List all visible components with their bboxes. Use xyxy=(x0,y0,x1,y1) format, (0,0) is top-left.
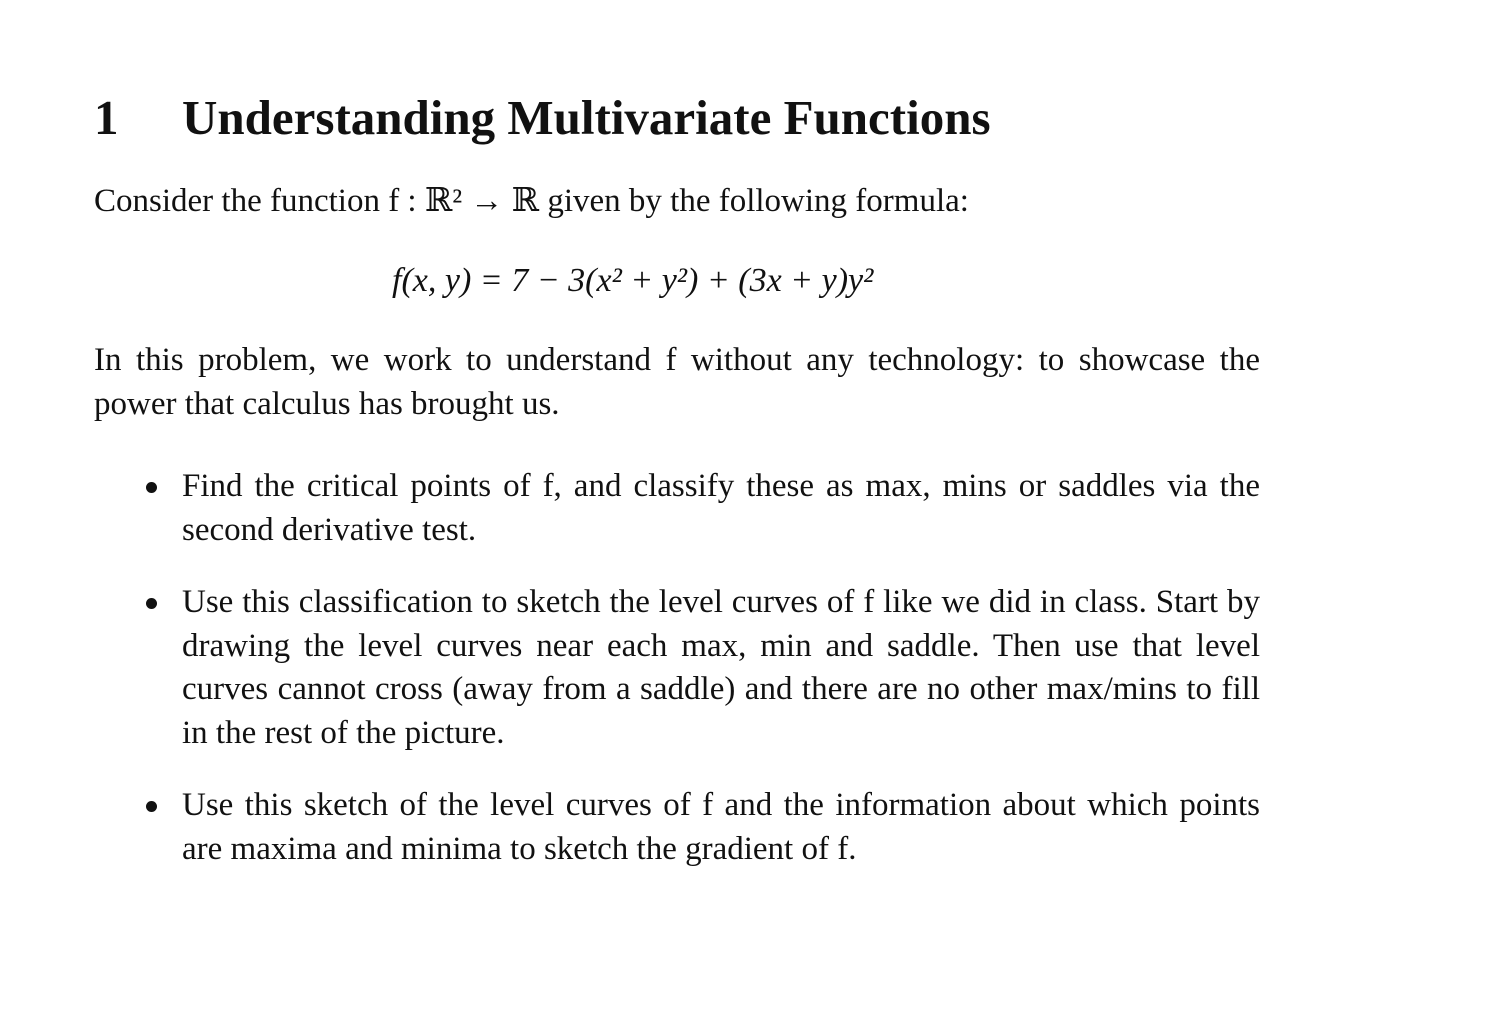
bullet-icon xyxy=(146,482,157,493)
task-text: Use this classification to sketch the level curves of f like we did in class. Start by drawing the level curves near each max, min and saddle. Then use that level curves cannot cross (away from a saddle) and there are no other max/mins to fill in the rest of the picture. xyxy=(182,584,1260,751)
section-title: Understanding Multivariate Functions xyxy=(182,90,991,145)
bullet-icon xyxy=(146,801,157,812)
problem-paragraph: In this problem, we work to understand f without any technology: to showcase the power that calculus has brought us. xyxy=(94,342,1260,422)
task-text: Find the critical points of f, and classify these as max, mins or saddles via the second derivative test. xyxy=(182,468,1260,548)
equation-text: f(x, y) = 7 − 3(x² + y²) + (3x + y)y² xyxy=(392,262,874,299)
task-text: Use this sketch of the level curves of f and the information about which points are maxima and minima to sketch the gradient of f. xyxy=(182,787,1260,867)
list-item xyxy=(94,465,1260,552)
list-item xyxy=(94,784,1260,871)
section-number: 1 xyxy=(94,90,119,145)
task-list xyxy=(94,465,1264,900)
section-heading xyxy=(94,88,991,148)
intro-paragraph: Consider the function f : ℝ² → ℝ given by the following formula: xyxy=(94,183,969,219)
list-item xyxy=(94,581,1260,755)
bullet-icon xyxy=(146,598,157,609)
